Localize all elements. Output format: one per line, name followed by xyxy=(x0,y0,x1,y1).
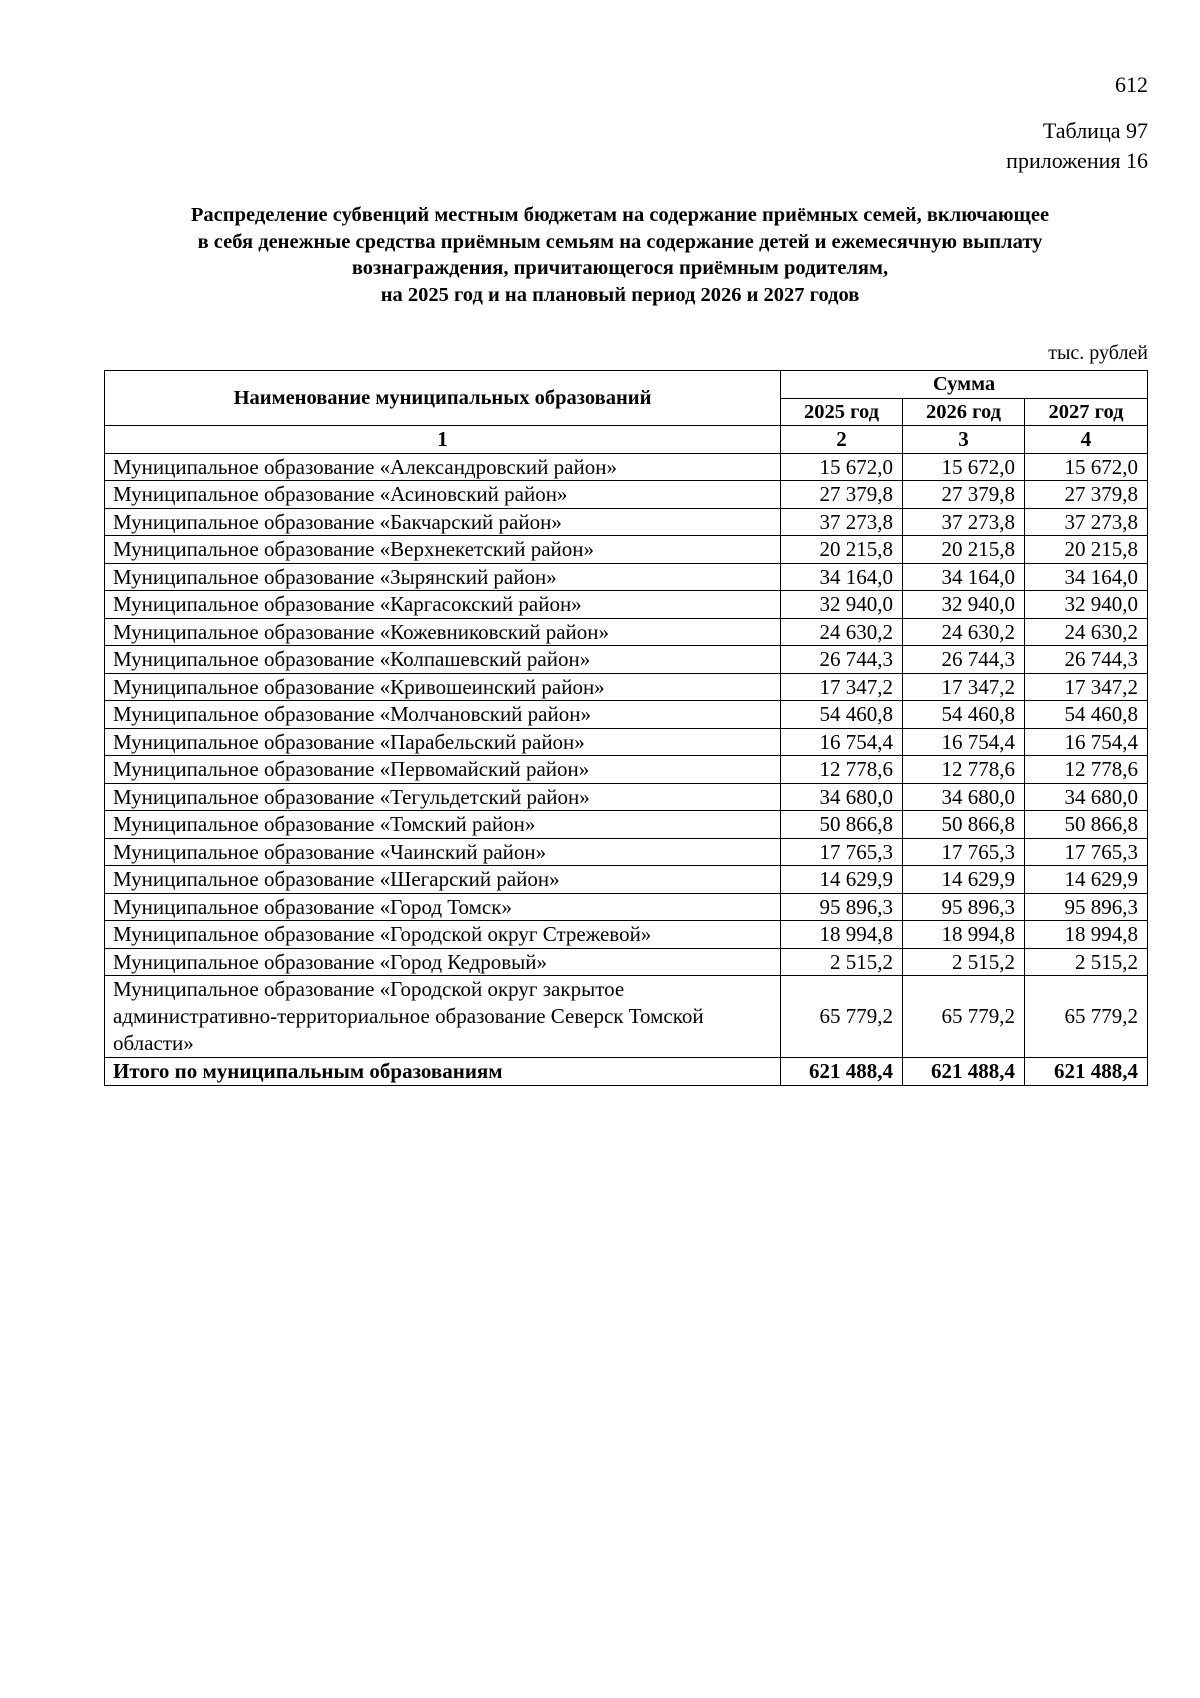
table-row xyxy=(105,728,1148,756)
amount-cell: 17 765,3 xyxy=(1025,838,1148,866)
municipality-name: Муниципальное образование «Томский район» xyxy=(105,811,781,839)
amount-cell: 50 866,8 xyxy=(1025,811,1148,839)
amount-cell: 15 672,0 xyxy=(903,453,1025,481)
amount-cell: 15 672,0 xyxy=(781,453,903,481)
header-year-2027: 2027 год xyxy=(1025,398,1148,426)
amount-cell: 17 347,2 xyxy=(1025,673,1148,701)
table-row xyxy=(105,976,1148,1058)
amount-cell: 34 164,0 xyxy=(1025,563,1148,591)
total-amount: 621 488,4 xyxy=(1025,1058,1148,1086)
amount-cell: 34 164,0 xyxy=(781,563,903,591)
municipality-name: Муниципальное образование «Асиновский район» xyxy=(105,481,781,509)
table-row xyxy=(105,893,1148,921)
amount-cell: 12 778,6 xyxy=(781,756,903,784)
amount-cell: 15 672,0 xyxy=(1025,453,1148,481)
total-label: Итого по муниципальным образованиям xyxy=(105,1058,781,1086)
amount-cell: 37 273,8 xyxy=(903,508,1025,536)
amount-cell: 12 778,6 xyxy=(903,756,1025,784)
amount-cell: 20 215,8 xyxy=(1025,536,1148,564)
municipality-name: Муниципальное образование «Кожевниковский район» xyxy=(105,618,781,646)
table-row xyxy=(105,536,1148,564)
table-row xyxy=(105,948,1148,976)
column-number-row xyxy=(105,426,1148,454)
table-row xyxy=(105,838,1148,866)
column-number: 3 xyxy=(903,426,1025,454)
municipality-name: Муниципальное образование «Бакчарский район» xyxy=(105,508,781,536)
table-row xyxy=(105,783,1148,811)
municipality-name: Муниципальное образование «Александровский район» xyxy=(105,453,781,481)
amount-cell: 50 866,8 xyxy=(903,811,1025,839)
amount-cell: 32 940,0 xyxy=(781,591,903,619)
column-number: 1 xyxy=(105,426,781,454)
municipality-name: Муниципальное образование «Молчановский район» xyxy=(105,701,781,729)
amount-cell: 95 896,3 xyxy=(903,893,1025,921)
amount-cell: 50 866,8 xyxy=(781,811,903,839)
amount-cell: 12 778,6 xyxy=(1025,756,1148,784)
amount-cell: 24 630,2 xyxy=(903,618,1025,646)
amount-cell: 95 896,3 xyxy=(1025,893,1148,921)
amount-cell: 27 379,8 xyxy=(903,481,1025,509)
page-number: 612 xyxy=(1115,72,1148,97)
amount-cell: 37 273,8 xyxy=(781,508,903,536)
amount-cell: 95 896,3 xyxy=(781,893,903,921)
amount-cell: 54 460,8 xyxy=(1025,701,1148,729)
amount-cell: 14 629,9 xyxy=(781,866,903,894)
amount-cell: 34 680,0 xyxy=(1025,783,1148,811)
amount-cell: 20 215,8 xyxy=(781,536,903,564)
amount-cell: 14 629,9 xyxy=(1025,866,1148,894)
municipality-name: Муниципальное образование «Зырянский район» xyxy=(105,563,781,591)
amount-cell: 17 347,2 xyxy=(781,673,903,701)
amount-cell: 24 630,2 xyxy=(781,618,903,646)
header-sum: Сумма xyxy=(781,371,1148,399)
appendix-number: приложения 16 xyxy=(1006,148,1148,173)
amount-cell: 34 680,0 xyxy=(781,783,903,811)
table-row xyxy=(105,563,1148,591)
amount-cell: 16 754,4 xyxy=(1025,728,1148,756)
amount-cell: 34 164,0 xyxy=(903,563,1025,591)
amount-cell: 65 779,2 xyxy=(1025,976,1148,1058)
amount-cell: 26 744,3 xyxy=(1025,646,1148,674)
table-number: Таблица 97 xyxy=(1042,118,1148,143)
municipality-name: Муниципальное образование «Городской округ закрытое административно-территориальное образование Северск Томской области» xyxy=(105,976,781,1058)
table-row xyxy=(105,811,1148,839)
amount-cell: 17 765,3 xyxy=(903,838,1025,866)
table-row xyxy=(105,618,1148,646)
amount-cell: 16 754,4 xyxy=(903,728,1025,756)
title-line: вознаграждения, причитающегося приёмным родителям, xyxy=(351,257,889,279)
municipality-name: Муниципальное образование «Первомайский район» xyxy=(105,756,781,784)
amount-cell: 34 680,0 xyxy=(903,783,1025,811)
municipality-name: Муниципальное образование «Городской округ Стрежевой» xyxy=(105,921,781,949)
amount-cell: 2 515,2 xyxy=(903,948,1025,976)
column-number: 4 xyxy=(1025,426,1148,454)
municipality-name: Муниципальное образование «Город Кедровый» xyxy=(105,948,781,976)
table-body xyxy=(105,453,1148,1085)
amount-cell: 54 460,8 xyxy=(903,701,1025,729)
amount-cell: 26 744,3 xyxy=(781,646,903,674)
amount-cell: 17 347,2 xyxy=(903,673,1025,701)
amount-cell: 32 940,0 xyxy=(903,591,1025,619)
table-row xyxy=(105,453,1148,481)
table-row xyxy=(105,756,1148,784)
table-row xyxy=(105,591,1148,619)
table-row xyxy=(105,673,1148,701)
amount-cell: 18 994,8 xyxy=(903,921,1025,949)
table-row xyxy=(105,866,1148,894)
header-name: Наименование муниципальных образований xyxy=(105,371,781,426)
amount-cell: 65 779,2 xyxy=(903,976,1025,1058)
table-row xyxy=(105,508,1148,536)
municipality-name: Муниципальное образование «Колпашевский район» xyxy=(105,646,781,674)
title-line: Распределение субвенций местным бюджетам на содержание приёмных семей, включающее xyxy=(190,204,1050,226)
total-amount: 621 488,4 xyxy=(903,1058,1025,1086)
unit-label: тыс. рублей xyxy=(1048,342,1148,364)
table-row xyxy=(105,701,1148,729)
amount-cell: 18 994,8 xyxy=(781,921,903,949)
amount-cell: 16 754,4 xyxy=(781,728,903,756)
amount-cell: 2 515,2 xyxy=(781,948,903,976)
subvention-table xyxy=(104,370,1148,1086)
amount-cell: 18 994,8 xyxy=(1025,921,1148,949)
table-reference xyxy=(1006,116,1148,176)
amount-cell: 20 215,8 xyxy=(903,536,1025,564)
header-year-2025: 2025 год xyxy=(781,398,903,426)
municipality-name: Муниципальное образование «Кривошеинский район» xyxy=(105,673,781,701)
header-year-2026: 2026 год xyxy=(903,398,1025,426)
total-amount: 621 488,4 xyxy=(781,1058,903,1086)
amount-cell: 17 765,3 xyxy=(781,838,903,866)
title-line: на 2025 год и на плановый период 2026 и 2027 годов xyxy=(380,283,860,306)
table-row xyxy=(105,481,1148,509)
amount-cell: 37 273,8 xyxy=(1025,508,1148,536)
table-row xyxy=(105,646,1148,674)
total-row xyxy=(105,1058,1148,1086)
amount-cell: 54 460,8 xyxy=(781,701,903,729)
amount-cell: 32 940,0 xyxy=(1025,591,1148,619)
municipality-name: Муниципальное образование «Верхнекетский район» xyxy=(105,536,781,564)
amount-cell: 27 379,8 xyxy=(781,481,903,509)
table-row xyxy=(105,921,1148,949)
municipality-name: Муниципальное образование «Каргасокский район» xyxy=(105,591,781,619)
amount-cell: 2 515,2 xyxy=(1025,948,1148,976)
title-line: в себя денежные средства приёмным семьям на содержание детей и ежемесячную выплату xyxy=(197,230,1043,253)
amount-cell: 26 744,3 xyxy=(903,646,1025,674)
amount-cell: 24 630,2 xyxy=(1025,618,1148,646)
municipality-name: Муниципальное образование «Шегарский район» xyxy=(105,866,781,894)
amount-cell: 65 779,2 xyxy=(781,976,903,1058)
municipality-name: Муниципальное образование «Город Томск» xyxy=(105,893,781,921)
municipality-name: Муниципальное образование «Тегульдетский район» xyxy=(105,783,781,811)
municipality-name: Муниципальное образование «Чаинский район» xyxy=(105,838,781,866)
municipality-name: Муниципальное образование «Парабельский район» xyxy=(105,728,781,756)
amount-cell: 14 629,9 xyxy=(903,866,1025,894)
document-title xyxy=(100,202,1140,308)
amount-cell: 27 379,8 xyxy=(1025,481,1148,509)
column-number: 2 xyxy=(781,426,903,454)
